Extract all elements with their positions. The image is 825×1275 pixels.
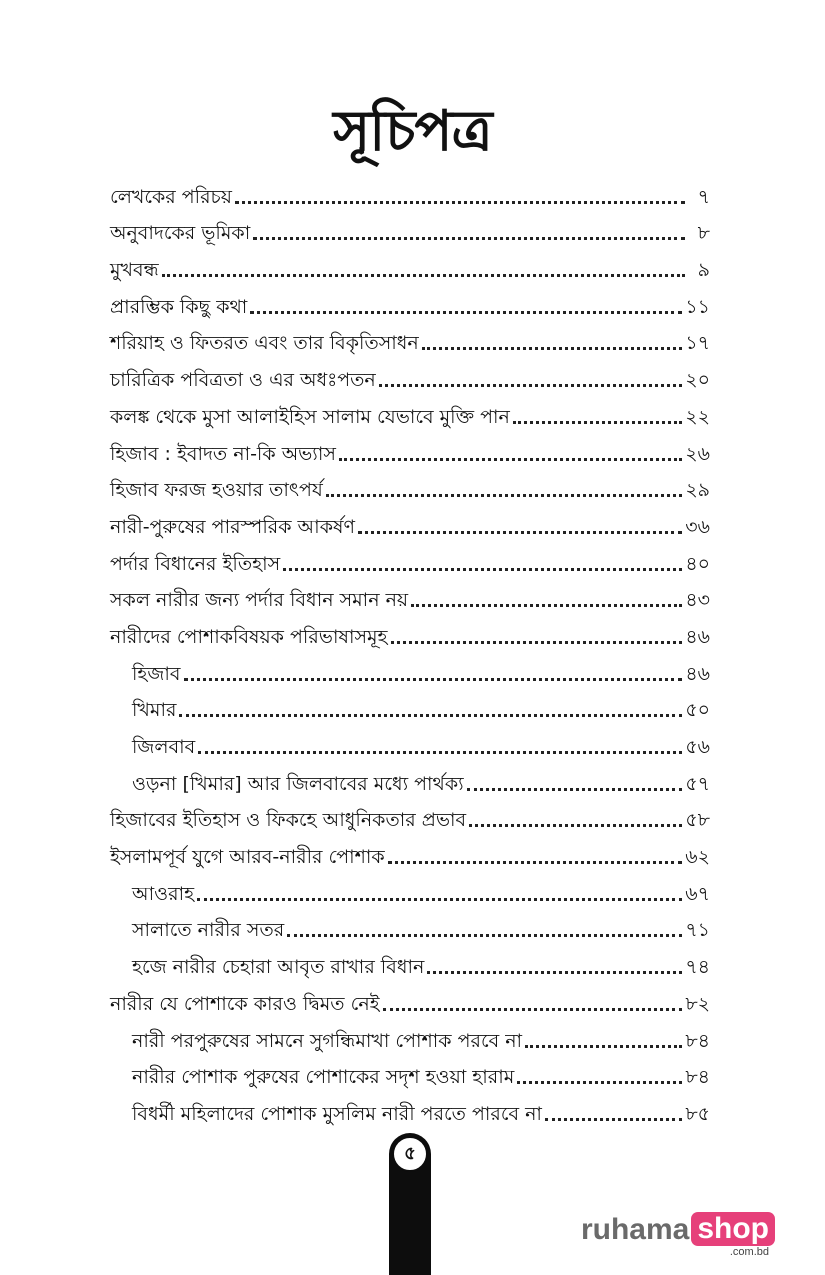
toc-entry-title: হিজাব : ইবাদত না-কি অভ্যাস — [110, 442, 336, 465]
toc-entry-page: ১১ — [685, 295, 710, 318]
toc-entry-title: পর্দার বিধানের ইতিহাস — [110, 552, 281, 575]
toc-leader-dots — [411, 594, 682, 607]
toc-entry[interactable] — [110, 466, 710, 503]
toc-entry-title: কলঙ্ক থেকে মুসা আলাইহিস সালাম যেভাবে মুক্তি পান — [110, 405, 510, 428]
toc-entry-title: শরিয়াহ ও ফিতরত এবং তার বিকৃতিসাধন — [110, 332, 419, 355]
toc-entry[interactable] — [110, 1089, 710, 1126]
toc-leader-dots — [287, 924, 682, 937]
toc-entry-page: ৬২ — [685, 846, 710, 869]
toc-entry-page: ১৭ — [685, 332, 710, 355]
toc-entry[interactable] — [110, 392, 710, 429]
toc-leader-dots — [197, 888, 682, 901]
toc-leader-dots — [467, 778, 683, 791]
page-number: ৫ — [392, 1136, 428, 1172]
table-of-contents — [110, 172, 710, 1126]
toc-entry-title: জিলবাব — [132, 736, 196, 758]
toc-leader-dots — [545, 1108, 682, 1121]
toc-entry-page: ৫৮ — [685, 809, 710, 832]
toc-entry-title: নারীর যে পোশাকে কারও দ্বিমত নেই — [110, 992, 380, 1015]
toc-entry-title: প্রারম্ভিক কিছু কথা — [110, 295, 248, 318]
toc-entry[interactable] — [110, 942, 710, 979]
toc-leader-dots — [326, 484, 682, 497]
brand-domain: .com.bd — [729, 1246, 769, 1258]
toc-entry-title: নারী-পুরুষের পারস্পরিক আকর্ষণ — [110, 515, 355, 538]
toc-leader-dots — [469, 814, 682, 827]
toc-entry-page: ৮ — [697, 222, 710, 245]
toc-entry-title: নারীদের পোশাকবিষয়ক পরিভাষাসমূহ — [110, 625, 388, 648]
toc-leader-dots — [253, 227, 685, 240]
toc-entry-page: ৭৪ — [685, 956, 710, 979]
toc-entry-page: ৯ — [697, 259, 710, 282]
toc-entry[interactable] — [110, 539, 710, 576]
toc-leader-dots — [235, 191, 685, 204]
toc-entry[interactable] — [110, 209, 710, 246]
toc-leader-dots — [283, 558, 682, 571]
toc-entry-title: নারী পরপুরুষের সামনে সুগন্ধিমাখা পোশাক পরবে না — [132, 1029, 523, 1052]
toc-entry[interactable] — [110, 686, 710, 723]
toc-entry[interactable] — [110, 245, 710, 282]
toc-entry[interactable] — [110, 172, 710, 209]
toc-leader-dots — [383, 998, 683, 1011]
toc-entry-page: ৮৪ — [685, 1066, 710, 1089]
brand-logo — [581, 1212, 775, 1260]
toc-entry[interactable] — [110, 1053, 710, 1090]
toc-entry-page: ৪০ — [685, 552, 710, 575]
toc-entry[interactable] — [110, 429, 710, 466]
toc-entry[interactable] — [110, 832, 710, 869]
toc-leader-dots — [250, 301, 682, 314]
toc-entry[interactable] — [110, 319, 710, 356]
toc-entry[interactable] — [110, 649, 710, 686]
toc-entry-title: হজে নারীর চেহারা আবৃত রাখার বিধান — [132, 956, 425, 979]
toc-entry-page: ৪৬ — [685, 625, 710, 648]
toc-entry[interactable] — [110, 502, 710, 539]
toc-leader-dots — [427, 961, 682, 974]
toc-leader-dots — [184, 668, 683, 681]
toc-entry[interactable] — [110, 722, 710, 759]
toc-leader-dots — [517, 1071, 682, 1084]
toc-entry-page: ৮৫ — [685, 1102, 710, 1125]
toc-entry-page: ৪৩ — [685, 589, 710, 612]
toc-entry[interactable] — [110, 759, 710, 796]
toc-entry-title: হিজাবের ইতিহাস ও ফিকহে আধুনিকতার প্রভাব — [110, 809, 467, 832]
toc-entry[interactable] — [110, 869, 710, 906]
toc-entry-title: মুখবন্ধ — [110, 259, 159, 282]
brand-name: ruhama — [580, 1213, 690, 1246]
toc-leader-dots — [162, 264, 685, 277]
toc-entry-title: খিমার — [132, 699, 177, 722]
toc-entry-page: ৪৬ — [685, 662, 710, 685]
toc-entry-page: ৫৭ — [685, 772, 710, 795]
toc-entry-page: ২০ — [685, 369, 710, 392]
toc-entry-title: লেখকের পরিচয় — [110, 185, 232, 208]
toc-leader-dots — [391, 631, 683, 644]
toc-leader-dots — [179, 704, 682, 717]
toc-entry-title: চারিত্রিক পবিত্রতা ও এর অধঃপতন — [110, 369, 376, 392]
toc-entry-title: হিজাব ফরজ হওয়ার তাৎপর্য — [110, 479, 323, 502]
toc-entry-title: সকল নারীর জন্য পর্দার বিধান সমান নয় — [110, 589, 409, 612]
toc-entry[interactable] — [110, 796, 710, 833]
toc-leader-dots — [422, 337, 683, 350]
toc-entry-title: ইসলামপূর্ব যুগে আরব-নারীর পোশাক — [110, 846, 385, 869]
toc-entry[interactable] — [110, 282, 710, 319]
toc-leader-dots — [513, 411, 682, 424]
toc-entry-page: ৭ — [697, 185, 710, 208]
toc-entry-page: ৫৬ — [685, 736, 710, 758]
toc-entry[interactable] — [110, 906, 710, 943]
toc-entry-title: সালাতে নারীর সতর — [132, 919, 285, 942]
toc-entry[interactable] — [110, 979, 710, 1016]
toc-entry[interactable] — [110, 576, 710, 613]
toc-entry-page: ২৯ — [685, 479, 710, 502]
toc-leader-dots — [358, 521, 682, 534]
toc-entry-page: ৮২ — [685, 992, 710, 1015]
toc-entry-page: ৬৭ — [685, 882, 710, 905]
toc-leader-dots — [379, 374, 683, 387]
brand-shop: shop — [691, 1212, 775, 1246]
toc-leader-dots — [388, 851, 683, 864]
toc-entry-page: ৫০ — [685, 699, 710, 722]
toc-leader-dots — [339, 448, 682, 461]
toc-entry-page: ২৬ — [685, 442, 710, 465]
page-title: সূচিপত্র — [333, 99, 492, 164]
toc-entry-page: ৮৪ — [685, 1029, 710, 1052]
toc-entry-title: আওরাহ — [132, 882, 195, 905]
toc-entry-title: বিধর্মী মহিলাদের পোশাক মুসলিম নারী পরতে পারবে না — [132, 1102, 542, 1125]
toc-entry[interactable] — [110, 355, 710, 392]
toc-entry-title: নারীর পোশাক পুরুষের পোশাকের সদৃশ হওয়া হারাম — [132, 1066, 515, 1089]
toc-leader-dots — [198, 741, 682, 754]
toc-entry[interactable] — [110, 1016, 710, 1053]
toc-entry-page: ৩৬ — [685, 515, 710, 538]
toc-entry-title: হিজাব — [132, 662, 181, 685]
toc-leader-dots — [525, 1035, 682, 1048]
toc-entry[interactable] — [110, 612, 710, 649]
toc-entry-title: অনুবাদকের ভূমিকা — [110, 222, 251, 245]
toc-entry-title: ওড়না [খিমার] আর জিলবাবের মধ্যে পার্থক্য — [132, 772, 464, 795]
toc-entry-page: ৭১ — [685, 919, 710, 942]
toc-entry-page: ২২ — [685, 405, 710, 428]
